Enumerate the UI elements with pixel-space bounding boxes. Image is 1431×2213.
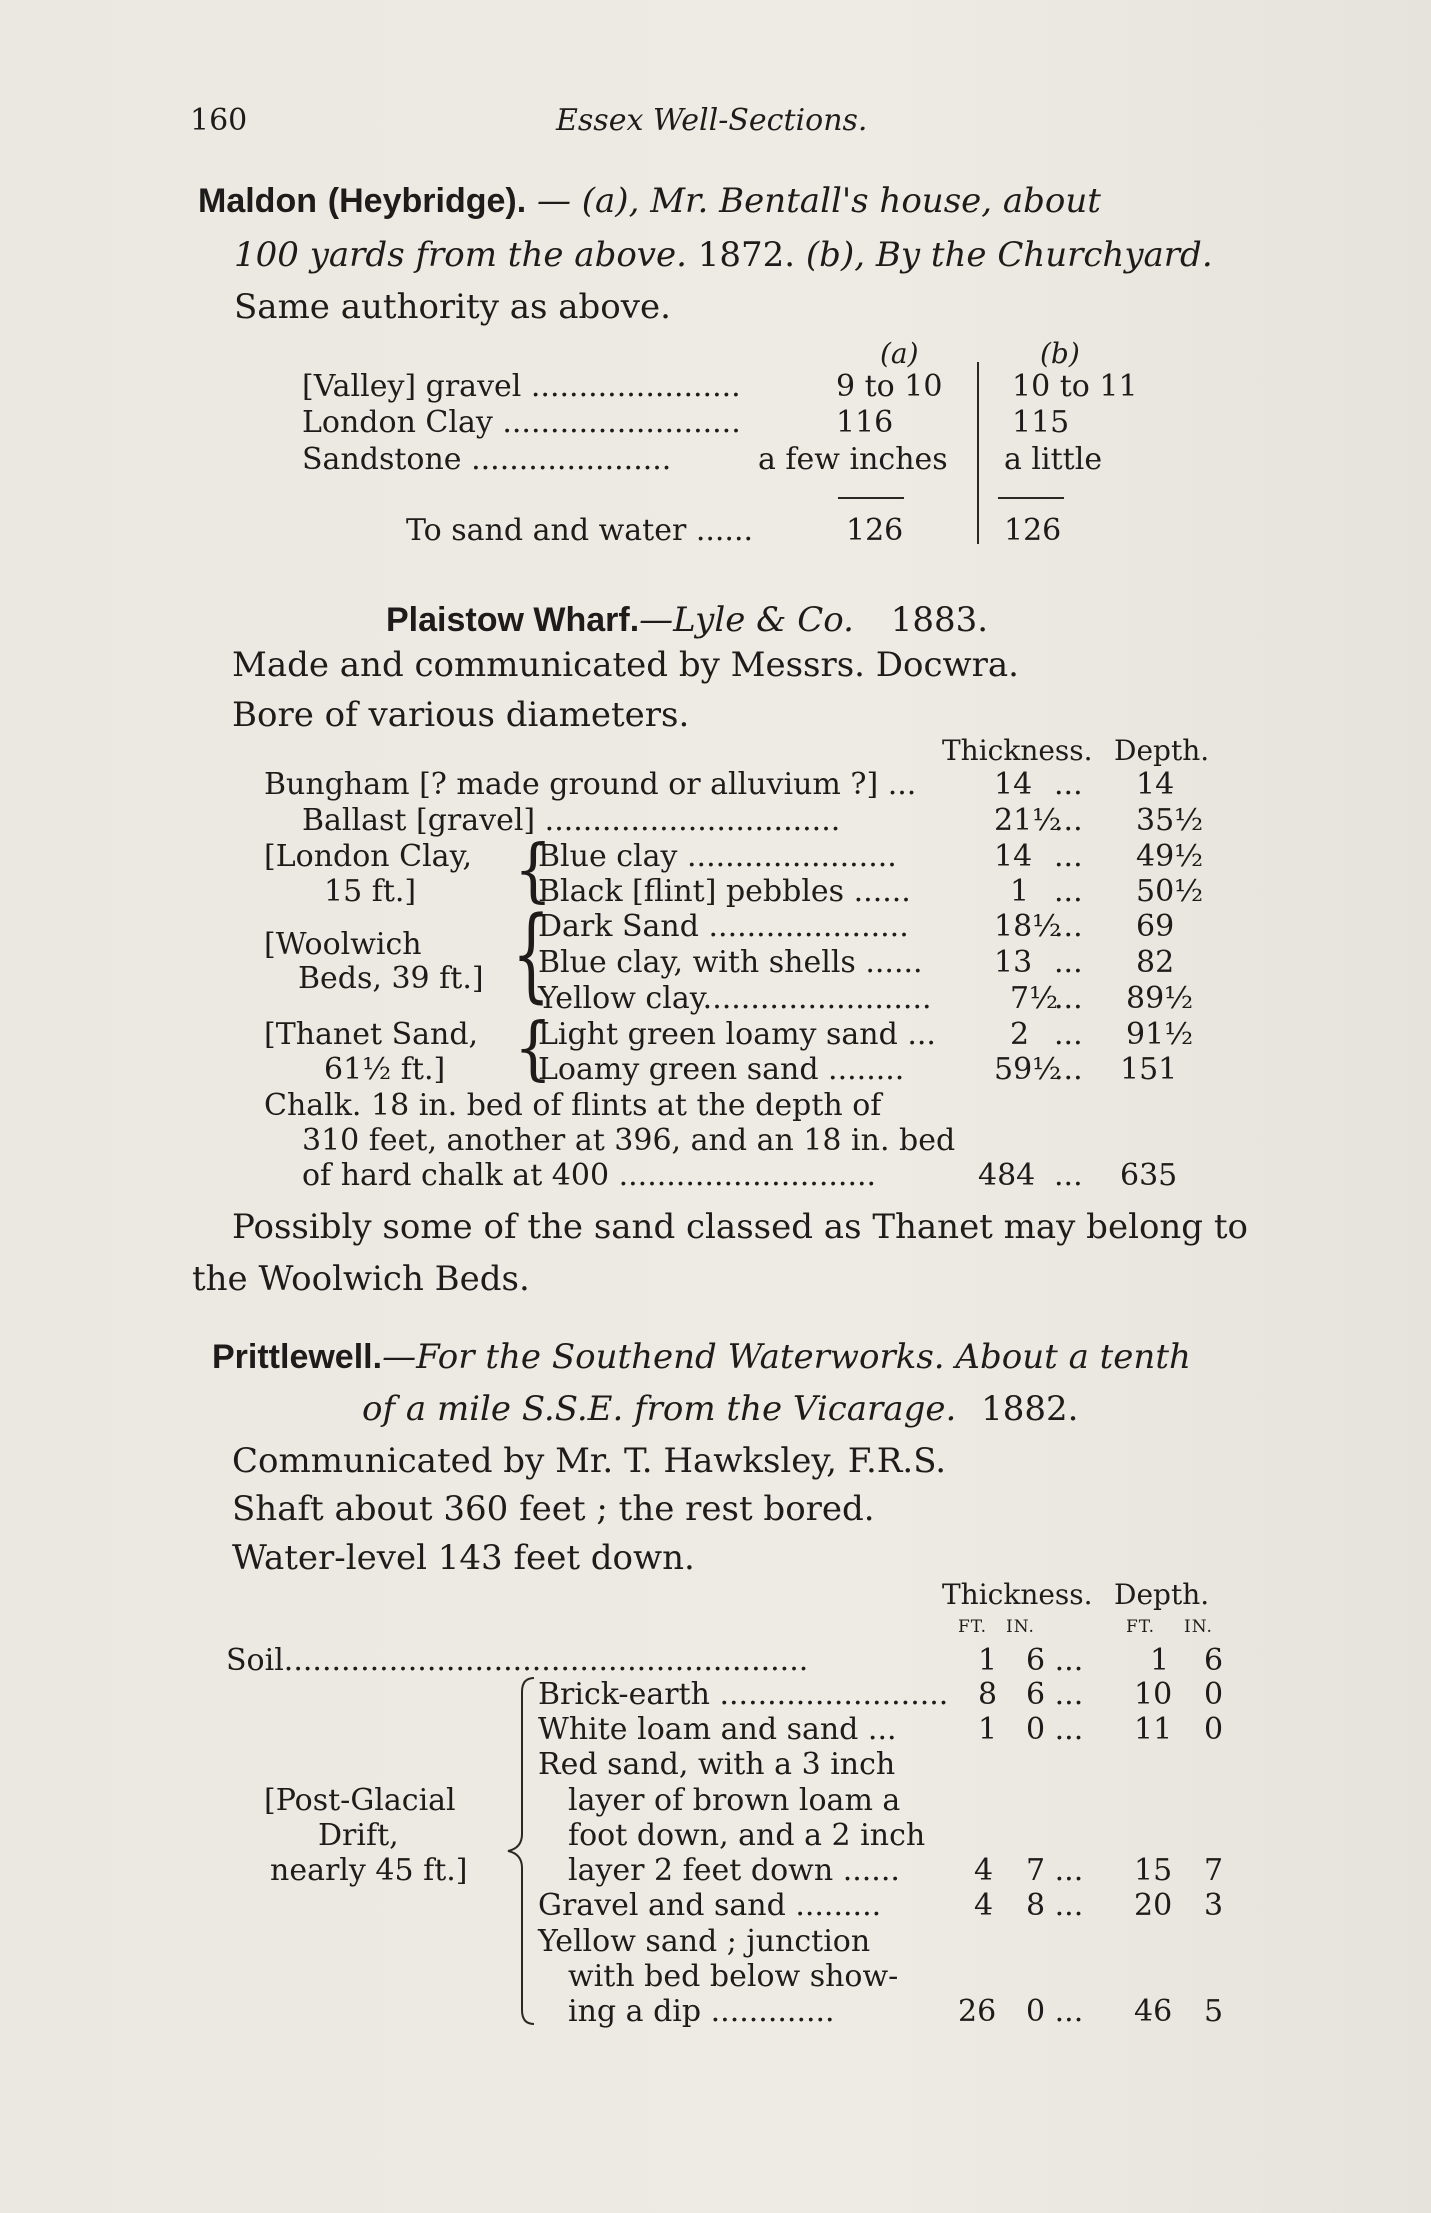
chalk-line-1: Chalk. 18 in. bed of flints at the depth of <box>264 1088 882 1123</box>
prittlewell-thickness-in: 8 ... <box>1026 1888 1084 1923</box>
maldon-subtitle: (Heybridge). <box>327 182 527 220</box>
maldon-row-a: a few inches <box>758 442 948 477</box>
brace <box>500 1676 540 2026</box>
group-post-glacial-2: Drift, <box>318 1818 399 1853</box>
plaistow-row-sep: ... <box>1054 1017 1083 1052</box>
maldon-location-b: (b), By the Churchyard. <box>805 235 1213 275</box>
prittlewell-year: 1882. <box>981 1389 1079 1429</box>
prittlewell-row-label: White loam and sand ... <box>538 1712 897 1747</box>
maldon-location-a: 100 yards from the above. <box>234 235 687 275</box>
group-post-glacial-3: nearly 45 ft.] <box>270 1853 468 1888</box>
plaistow-row-thickness: 1 <box>1010 874 1030 909</box>
maldon-row-a: 9 to 10 <box>836 369 943 404</box>
chalk-depth: 635 <box>1120 1158 1178 1193</box>
plaistow-row-depth: 35½ <box>1136 803 1204 838</box>
prittlewell-depth-ft: 11 <box>1134 1712 1173 1747</box>
soil-label: Soil....................................................... <box>226 1643 809 1678</box>
plaistow-row-sep: ... <box>1054 909 1083 944</box>
maldon-row-label: Sandstone ..................... <box>302 442 672 477</box>
prittlewell-line2 <box>362 1389 1079 1429</box>
maldon-col-a: (a) <box>880 337 919 370</box>
plaistow-row-depth: 49½ <box>1136 839 1204 874</box>
prittlewell-thickness-ft: 4 <box>974 1888 994 1923</box>
maldon-row-b: 10 to 11 <box>1012 369 1138 404</box>
plaistow-row-thickness: 21½ <box>994 803 1062 838</box>
plaistow-row-sep: ... <box>1054 981 1083 1016</box>
soil-thickness-ft: 1 <box>978 1643 998 1678</box>
plaistow-note-2: the Woolwich Beds. <box>192 1259 530 1299</box>
prittlewell-row-label: Gravel and sand ......... <box>538 1888 882 1923</box>
plaistow-head-thickness: Thickness. <box>942 734 1093 767</box>
plaistow-row-depth: 82 <box>1136 945 1175 980</box>
plaistow-row-depth: 89½ <box>1126 981 1194 1016</box>
plaistow-row-thickness: 14 <box>994 839 1033 874</box>
maldon-total-b: 126 <box>1004 513 1062 548</box>
maldon-total-a: 126 <box>846 513 904 548</box>
maldon-sum-rule-b <box>998 497 1064 499</box>
prittlewell-heading <box>212 1337 1191 1377</box>
plaistow-row-depth: 69 <box>1136 909 1175 944</box>
prittlewell-subtitle: —For the Southend Waterworks. About a tenth <box>382 1337 1191 1377</box>
plaistow-row-depth: 151 <box>1120 1052 1178 1087</box>
maldon-row-a: 116 <box>836 405 894 440</box>
prittlewell-head-thickness: Thickness. <box>942 1578 1093 1611</box>
plaistow-row-sep: ... <box>1054 874 1083 909</box>
brace: { <box>514 830 553 911</box>
plaistow-row-depth: 14 <box>1136 767 1175 802</box>
prittlewell-depth-in: 5 <box>1204 1994 1224 2029</box>
plaistow-row-label: Bungham [? made ground or alluvium ?] ... <box>264 767 917 802</box>
unit-in: IN. <box>1006 1617 1035 1637</box>
prittlewell-depth-in: 0 <box>1204 1677 1224 1712</box>
prittlewell-row-label: with bed below show- <box>568 1959 899 1994</box>
prittlewell-depth-ft: 46 <box>1134 1994 1173 2029</box>
maldon-year: 1872. <box>697 235 796 275</box>
prittlewell-thickness-in: 7 ... <box>1026 1853 1084 1888</box>
unit-ft: FT. <box>1126 1617 1156 1637</box>
plaistow-row-thickness: 2 <box>1010 1017 1030 1052</box>
plaistow-row-label: Dark Sand ..................... <box>538 909 909 944</box>
prittlewell-thickness-in: 6 ... <box>1026 1677 1084 1712</box>
maldon-row-b: 115 <box>1012 405 1070 440</box>
plaistow-row-label: Yellow clay........................ <box>538 981 932 1016</box>
plaistow-head-depth: Depth. <box>1114 734 1210 767</box>
prittlewell-thickness-ft: 4 <box>974 1853 994 1888</box>
plaistow-row-label: Blue clay ...................... <box>538 839 897 874</box>
plaistow-row-label: Blue clay, with shells ...... <box>538 945 923 980</box>
prittlewell-comm: Communicated by Mr. T. Hawksley, F.R.S. <box>232 1441 947 1481</box>
maldon-col-b: (b) <box>1040 337 1080 370</box>
plaistow-row-sep: ... <box>1054 803 1083 838</box>
group-london-clay-thickness: 15 ft.] <box>324 874 417 909</box>
prittlewell-row-label: layer 2 feet down ...... <box>568 1853 900 1888</box>
maldon-total-label: To sand and water ...... <box>406 513 754 548</box>
running-title: Essex Well-Sections. <box>556 103 868 138</box>
prittlewell-head-depth: Depth. <box>1114 1578 1210 1611</box>
plaistow-year: 1883. <box>890 600 989 640</box>
plaistow-row-label: Loamy green sand ........ <box>538 1052 905 1087</box>
prittlewell-row-label: Yellow sand ; junction <box>538 1924 871 1959</box>
prittlewell-depth-ft: 15 <box>1134 1853 1173 1888</box>
plaistow-row-thickness: 14 <box>994 767 1033 802</box>
brace: { <box>512 895 551 1015</box>
prittlewell-thickness-in: 0 ... <box>1026 1994 1084 2029</box>
prittlewell-depth-in: 3 <box>1204 1888 1224 1923</box>
prittlewell-thickness-in: 0 ... <box>1026 1712 1084 1747</box>
maldon-row-label: London Clay ......................... <box>302 405 741 440</box>
group-london-clay: [London Clay, <box>264 839 473 874</box>
chalk-line-3: of hard chalk at 400 ........................... <box>302 1158 877 1193</box>
prittlewell-row-label: Red sand, with a 3 inch <box>538 1747 896 1782</box>
maldon-line2 <box>234 235 1213 275</box>
maldon-sum-rule-a <box>838 497 904 499</box>
plaistow-row-label: Light green loamy sand ... <box>538 1017 936 1052</box>
group-post-glacial: [Post-Glacial <box>264 1783 456 1818</box>
group-thanet-sand-thickness: 61½ ft.] <box>324 1052 446 1087</box>
maldon-title: Maldon <box>198 182 317 220</box>
plaistow-title: Plaistow Wharf. <box>386 601 640 639</box>
prittlewell-title: Prittlewell. <box>212 1338 383 1376</box>
maldon-heading <box>198 181 1101 221</box>
maldon-column-divider <box>977 362 979 544</box>
prittlewell-water-level: Water-level 143 feet down. <box>232 1538 695 1578</box>
plaistow-row-label: Ballast [gravel] ............................... <box>302 803 841 838</box>
group-thanet-sand: [Thanet Sand, <box>264 1017 479 1052</box>
unit-ft: FT. <box>958 1617 988 1637</box>
soil-depth-in: 6 <box>1204 1643 1224 1678</box>
prittlewell-row-label: ing a dip ............. <box>568 1994 835 2029</box>
plaistow-row-depth: 50½ <box>1136 874 1204 909</box>
prittlewell-depth-in: 0 <box>1204 1712 1224 1747</box>
prittlewell-row-label: foot down, and a 2 inch <box>568 1818 926 1853</box>
plaistow-row-thickness: 59½ <box>994 1052 1062 1087</box>
prittlewell-row-label: Brick-earth ........................ <box>538 1677 949 1712</box>
prittlewell-location: of a mile S.S.E. from the Vicarage. <box>362 1389 957 1429</box>
plaistow-firm: —Lyle & Co. <box>639 600 854 640</box>
unit-in: IN. <box>1184 1617 1213 1637</box>
chalk-sep: ... <box>1054 1158 1083 1193</box>
prittlewell-depth-in: 7 <box>1204 1853 1224 1888</box>
plaistow-note-1: Possibly some of the sand classed as Thanet may belong to <box>232 1207 1249 1247</box>
prittlewell-depth-ft: 20 <box>1134 1888 1173 1923</box>
prittlewell-thickness-ft: 1 <box>978 1712 998 1747</box>
soil-thickness-in: 6 ... <box>1026 1643 1084 1678</box>
prittlewell-thickness-ft: 8 <box>978 1677 998 1712</box>
prittlewell-thickness-ft: 26 <box>958 1994 997 2029</box>
maldon-row-b: a little <box>1004 442 1103 477</box>
plaistow-row-thickness: 7½ <box>1010 981 1059 1016</box>
plaistow-row-sep: ... <box>1054 945 1083 980</box>
prittlewell-shaft: Shaft about 360 feet ; the rest bored. <box>232 1489 875 1529</box>
brace: { <box>514 1008 553 1089</box>
chalk-thickness: 484 <box>978 1158 1036 1193</box>
plaistow-line2: Bore of various diameters. <box>232 695 690 735</box>
plaistow-row-thickness: 13 <box>994 945 1033 980</box>
soil-depth-ft: 1 <box>1150 1643 1170 1678</box>
group-woolwich: [Woolwich <box>264 927 422 962</box>
plaistow-row-sep: ... <box>1054 839 1083 874</box>
maldon-authority: Same authority as above. <box>234 287 671 327</box>
page-number: 160 <box>190 103 248 138</box>
plaistow-row-sep: ... <box>1054 1052 1083 1087</box>
plaistow-line1: Made and communicated by Messrs. Docwra. <box>232 645 1019 685</box>
chalk-line-2: 310 feet, another at 396, and an 18 in. bed <box>302 1123 956 1158</box>
plaistow-row-sep: ... <box>1054 767 1083 802</box>
maldon-intro: — (a), Mr. Bentall's house, about <box>536 181 1101 221</box>
prittlewell-depth-ft: 10 <box>1134 1677 1173 1712</box>
prittlewell-row-label: layer of brown loam a <box>568 1783 901 1818</box>
plaistow-row-label: Black [flint] pebbles ...... <box>538 874 911 909</box>
plaistow-row-depth: 91½ <box>1126 1017 1194 1052</box>
maldon-row-label: [Valley] gravel ...................... <box>302 369 741 404</box>
plaistow-heading <box>386 600 989 640</box>
plaistow-row-thickness: 18½ <box>994 909 1062 944</box>
group-woolwich-thickness: Beds, 39 ft.] <box>298 961 484 996</box>
